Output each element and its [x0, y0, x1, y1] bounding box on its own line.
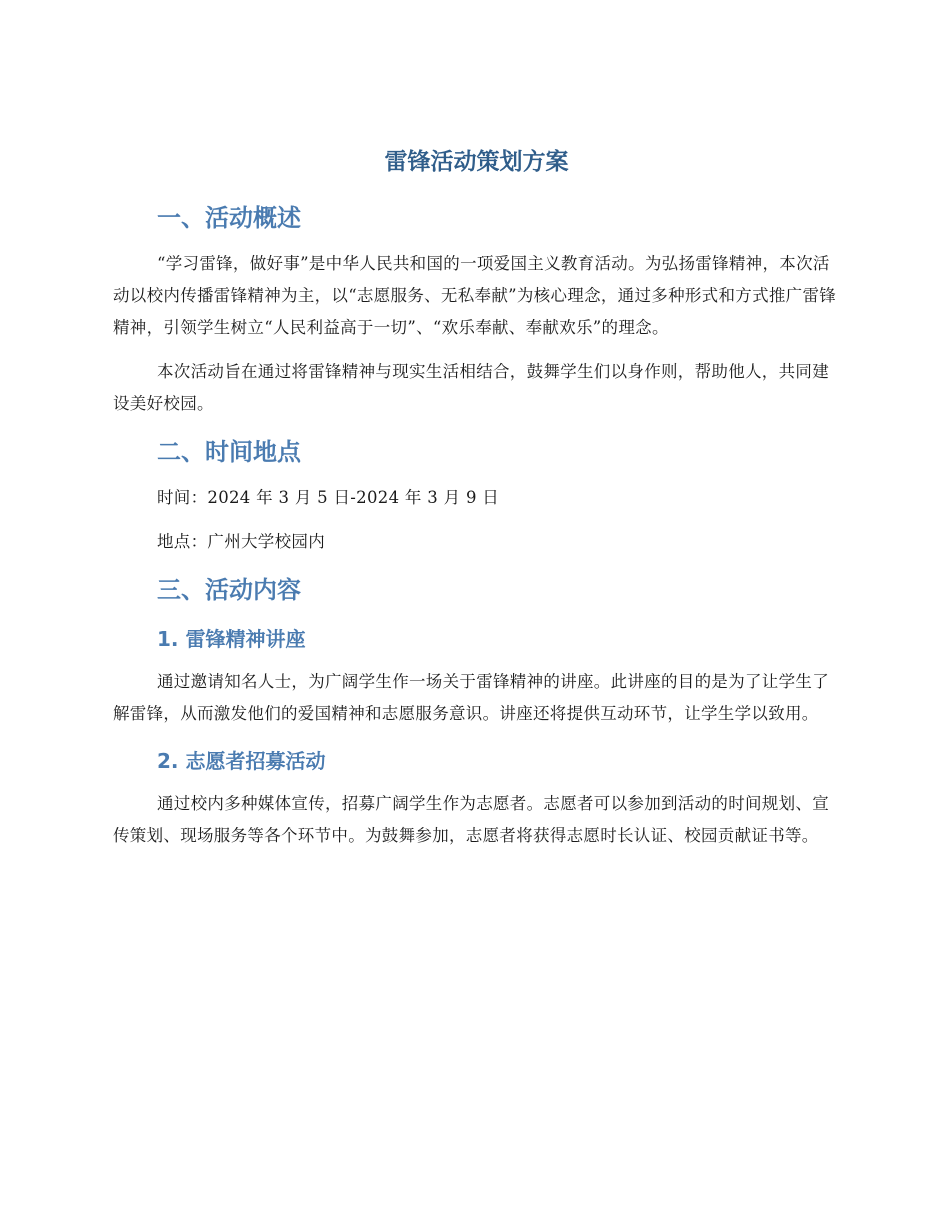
overview-paragraph-2: 本次活动旨在通过将雷锋精神与现实生活相结合，鼓舞学生们以身作则，帮助他人，共同建设美好校园。 — [113, 362, 829, 413]
subheading-volunteer: 2. 志愿者招募活动 — [157, 749, 326, 773]
overview-paragraph-1: “学习雷锋，做好事”是中华人民共和国的一项爱国主义教育活动。为弘扬雷锋精神，本次活动以校内传播雷锋精神为主，以“志愿服务、无私奉献”为核心理念，通过多种形式和方式推广雷锋精神，引领学生树立“人民利益高于一切”、“欢乐奉献、奉献欢乐”的理念。 — [113, 254, 837, 337]
document-body — [113, 140, 840, 864]
section-heading-time-place: 二、时间地点 — [157, 438, 301, 466]
lecture-paragraph: 通过邀请知名人士，为广阔学生作一场关于雷锋精神的讲座。此讲座的目的是为了让学生了解雷锋，从而激发他们的爱国精神和志愿服务意识。讲座还将提供互动环节，让学生学以致用。 — [113, 672, 829, 723]
event-time: 时间：2024 年 3 月 5 日-2024 年 3 月 9 日 — [157, 488, 500, 507]
section-heading-overview: 一、活动概述 — [157, 204, 301, 232]
section-heading-content: 三、活动内容 — [157, 576, 301, 604]
volunteer-paragraph: 通过校内多种媒体宣传，招募广阔学生作为志愿者。志愿者可以参加到活动的时间规划、宣传策划、现场服务等各个环节中。为鼓舞参加，志愿者将获得志愿时长认证、校园贡献证书等。 — [113, 794, 829, 845]
event-place: 地点：广州大学校园内 — [157, 532, 325, 551]
document-title: 雷锋活动策划方案 — [384, 149, 569, 175]
subheading-lecture: 1. 雷锋精神讲座 — [157, 627, 306, 651]
